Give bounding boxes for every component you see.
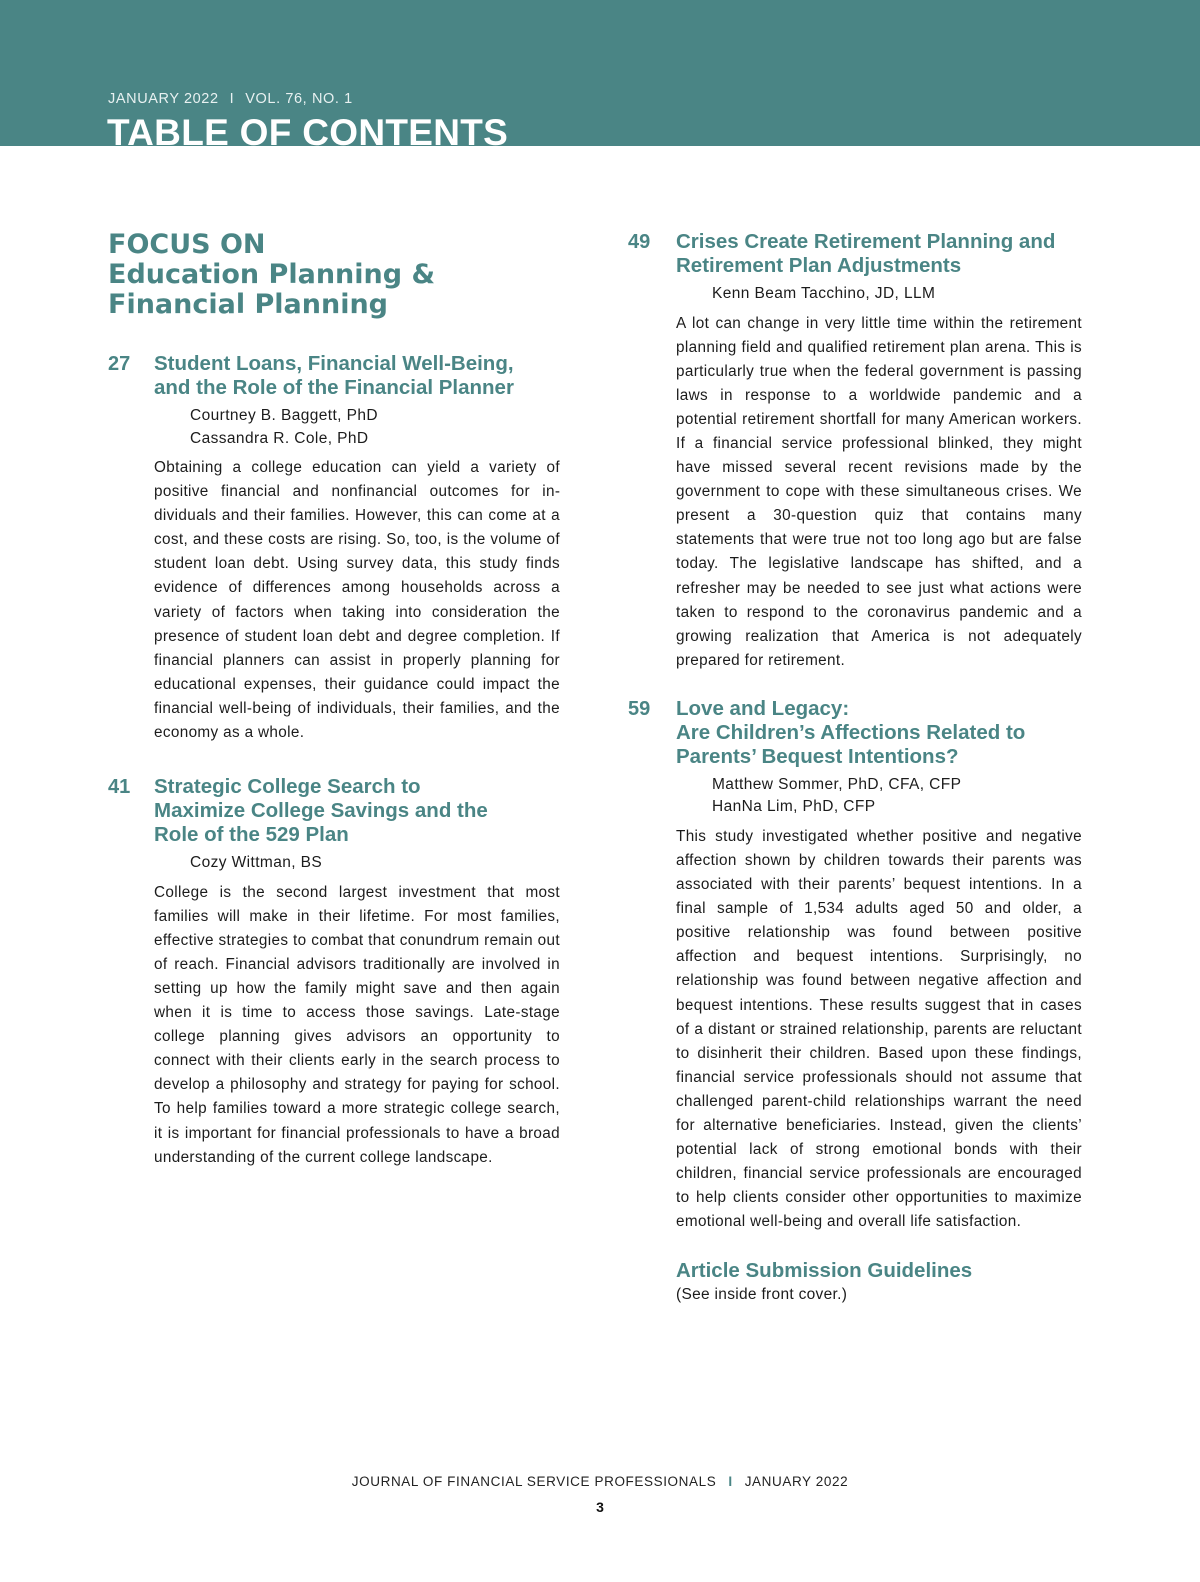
focus-heading [108, 230, 560, 320]
footer-separator: I [728, 1474, 733, 1489]
entry-page-number: 27 [108, 353, 131, 375]
entry-title[interactable] [154, 775, 560, 847]
footer-journal: JOURNAL OF FINANCIAL SERVICE PROFESSIONALS [351, 1474, 717, 1489]
toc-entry [108, 352, 560, 745]
guidelines-note: (See inside front cover.) [676, 1285, 848, 1303]
entry-title-line: Maximize College Savings and the [154, 799, 488, 823]
entry-title[interactable] [154, 352, 560, 400]
toc-entry [628, 230, 1082, 673]
entry-abstract: A lot can change in very little time within the retirement planning field and qualified retirement plan arena. This is particularly true when the federal government is passing laws in response to a worldwide pandemic and a potential retirement shortfall for many American workers. If a financial service professional blinked, they might have missed several recent revisions made by the government to cope with these simultaneous crises. We present a 30-question quiz that contains many statements that were true not too long ago but are false today. The legislative landscape has shifted, and a refresher may be needed to see just what actions were taken to respond to the coronavirus pandemic and a growing realization that America is not adequately prepared for retirement. [676, 314, 1082, 669]
entry-authors [154, 405, 560, 450]
entry-page-number: 41 [108, 776, 131, 799]
entry-title[interactable] [676, 697, 1082, 769]
entry-authors [676, 774, 1082, 819]
right-column [628, 230, 1082, 1307]
issue-line [108, 91, 353, 107]
author-name: Courtney B. Baggett, PhD [190, 407, 378, 424]
entry-title[interactable] [676, 230, 1082, 278]
author-name: Cassandra R. Cole, PhD [190, 429, 369, 447]
entry-authors [676, 283, 1082, 306]
focus-line: FOCUS ON [108, 229, 266, 260]
toc-entry [108, 775, 560, 1170]
entry-abstract: This study investigated whether positive and negative affection shown by children towards their parents was associated with their parents’ bequest intentions. In a final sample of 1,534 adults aged 50 and older, a positive relationship was found between positive affection and bequest intentions. Surprisingly, no relationship was found between negative affection and bequest intentions. These results suggest that in cases of a distant or strained relationship, parents are reluctant to disinherit their children. Based upon these findings, financial service professionals should not assume that challenged parent-child relationships warrant the need for alternative beneficiaries. Instead, given the clients’ potential lack of strong emotional bonds with their children, financial service professionals are encouraged to help clients consider other opportunities to maximize emotional well-being and overall life satisfaction. [676, 827, 1082, 1231]
entry-title-line: Love and Legacy: [676, 696, 850, 720]
issue-separator: I [229, 91, 235, 107]
toc-entry [628, 697, 1082, 1235]
focus-line: Financial Planning [108, 289, 389, 320]
entry-abstract: Obtaining a college education can yield a variety of positive financial and nonfinancial outcomes for individuals and their families. However, this can come at a cost, and these costs are rising. So, too, is the volume of student loan debt. Using survey data, this study finds evidence of differences among households across a variety of factors when taking into consideration the presence of student loan debt and degree completion. If financial planners can assist in properly planning for educational expenses, their guidance could impact the financial well-being of individuals, their families, and the economy as a whole. [154, 459, 560, 742]
focus-line: Education Planning & [108, 259, 436, 290]
submission-guidelines [628, 1259, 1082, 1307]
entry-title-line: Student Loans, Financial Well-Being, [154, 352, 514, 375]
entry-title-line: Retirement Plan Adjustments [676, 254, 962, 277]
entry-title-line: Crises Create Retirement Planning and [676, 230, 1056, 253]
author-name: HanNa Lim, PhD, CFP [712, 798, 876, 816]
entry-page-number: 49 [628, 231, 651, 253]
page-title: TABLE OF CONTENTS [107, 112, 509, 146]
issue-date: JANUARY 2022 [108, 91, 219, 107]
author-name: Cozy Wittman, BS [190, 854, 323, 872]
entry-page-number: 59 [628, 697, 651, 720]
author-name: Matthew Sommer, PhD, CFA, CFP [712, 775, 962, 793]
page-footer [0, 1474, 1200, 1489]
guidelines-title[interactable]: Article Submission Guidelines [676, 1258, 973, 1282]
page-number: 3 [596, 1499, 604, 1515]
entry-title-line: and the Role of the Financial Planner [154, 376, 514, 399]
header-banner [0, 0, 1200, 146]
entry-title-line: Parents’ Bequest Intentions? [676, 744, 959, 768]
entry-abstract: College is the second largest investment that most families will make in their lifetime. For most families, effective strategies to combat that conundrum remain out of reach. Financial advisors traditionally are involved in setting up how the family might save and then again when it is time to access those savings. Late-stage college planning gives advisors an opportunity to connect with their clients early in the search process to develop a philosophy and strategy for paying for school. To help families toward a more strategic college search, it is important for financial professionals to have a broad understanding of the current college landscape. [154, 883, 560, 1166]
footer-date: JANUARY 2022 [744, 1474, 849, 1489]
entry-title-line: Are Children’s Affections Related to [676, 720, 1026, 744]
entry-authors [154, 852, 560, 875]
entry-title-line: Strategic College Search to [154, 775, 421, 799]
entry-title-line: Role of the 529 Plan [154, 823, 349, 847]
issue-volume: VOL. 76, NO. 1 [245, 91, 353, 107]
author-name: Kenn Beam Tacchino, JD, LLM [712, 285, 936, 302]
left-column [108, 230, 560, 1170]
